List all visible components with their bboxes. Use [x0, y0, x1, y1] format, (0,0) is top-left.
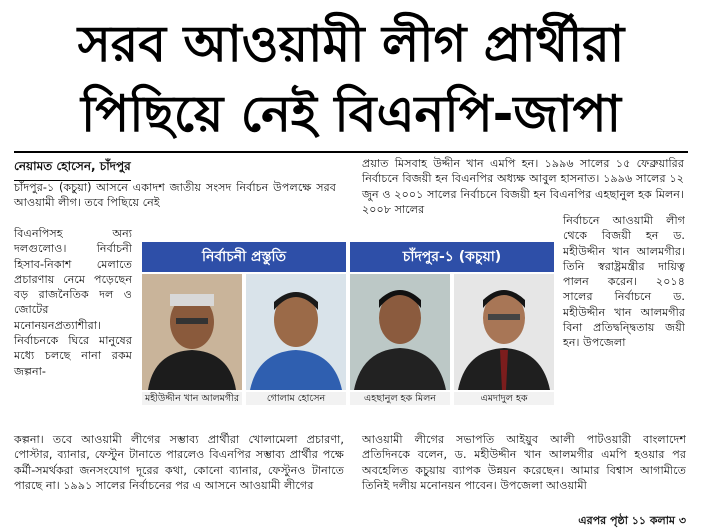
article-column-right-top — [362, 156, 684, 217]
headline-line-1: সরব আওয়ামী লীগ প্রার্থীরা — [77, 15, 625, 73]
article-column-left-top — [14, 180, 336, 211]
photo-candidate-2 — [246, 274, 346, 390]
bottom-left-text: কল্পনা। তবে আওয়ামী লীগের সম্ভাব্য প্রার্থীরা খোলামেলা প্রচারণা, পোস্টার, ব্যানার, ফেস্টুন টানাতে পারলেও বিএনপির সম্ভাব্য প্রার্থীর পক্ষে কর্মী-সমর্থকরা জনসংযোগ দূরের কথা, কোনো ব্যানার, ফেস্টুনও টানাতে পারছে না। ১৯৯১ সালের নির্বাচনের পর এ আসনে আওয়ামী লীগের — [14, 433, 344, 492]
caption-2: গোলাম হোসেন — [246, 392, 346, 405]
bottom-right-text: আওয়ামী লীগের সভাপতি আইয়ুব আলী পাটওয়ারী বাংলাদেশ প্রতিদিনকে বলেন, ড. মহীউদ্দীন খান আলমগীর এমপি হওয়ার পর অবহেলিত কচুয়ায় ব্যাপক উন্নয়ন করেছেন। আমার বিশ্বাস আগামীতে তিনিই দলীয় মনোনয়ন পাবেন। উপজেলা আওয়ামী — [362, 433, 686, 492]
caption-1: মহীউদ্দীন খান আলমগীর — [142, 392, 242, 405]
article-column-right-narrow: নির্বাচনে আওয়ামী লীগ থেকে বিজয়ী হন ড. মহীউদ্দীন খান আলমগীর। তিনি স্বরাষ্ট্রমন্ত্রীর দায়িত্ব পালন করেন। ২০১৪ সালের নির্বাচনে ড. মহীউদ্দীন খান আলমগীর বিনা প্রতিদ্বন্দ্বিতায় জয়ী হন। উপজেলা — [563, 214, 685, 350]
byline: নেয়ামত হোসেন, চাঁদপুর — [14, 158, 131, 181]
banner-constituency: চাঁদপুর-১ (কচুয়া) — [350, 242, 554, 272]
photo-candidate-4 — [454, 274, 554, 390]
banner-election-preparation: নির্বাচনী প্রস্তুতি — [142, 242, 346, 272]
headline-line-2: পিছিয়ে নেই বিএনপি-জাপা — [80, 85, 622, 143]
photo-candidate-1 — [142, 274, 242, 390]
photo-candidate-3 — [350, 274, 450, 390]
paragraph: প্রয়াত মিসবাহ উদ্দীন খান এমপি হন। ১৯৯৬ সালের ১৫ ফেব্রুয়ারির নির্বাচনে বিজয়ী হন বিএনপির অধ্যক্ষ আবুল হাসনাত। ১৯৯৬ সালের ১২ জুন ও ২০০১ সালের নির্বাচনে বিজয়ী হন বিএনপির এহছানুল হক মিলন। ২০০৮ সালের — [362, 157, 684, 216]
paragraph: চাঁদপুর-১ (কচুয়া) আসনে একাদশ জাতীয় সংসদ নির্বাচন উপলক্ষে সরব আওয়ামী লীগ। তবে পিছিয়ে নেই — [14, 181, 336, 210]
continuation-note: এরপর পৃষ্ঠা ১১ কলাম ৩ — [578, 514, 686, 527]
headline-rule — [14, 151, 688, 153]
caption-4: এমদাদুল হক — [454, 392, 554, 405]
article-column-left-narrow: বিএনপিসহ অন্য দলগুলোও। নির্বাচনী হিসাব-নিকাশ মেলাতে প্রচারণায় নেমে পড়েছেন বড় রাজনৈতিক দল ও জোটের মনোনয়নপ্রত্যাশীরা। নির্বাচনকে ঘিরে মানুষের মধ্যে চলছে নানা রকম জল্পনা- — [14, 227, 132, 378]
caption-3: এহছানুল হক মিলন — [350, 392, 450, 405]
